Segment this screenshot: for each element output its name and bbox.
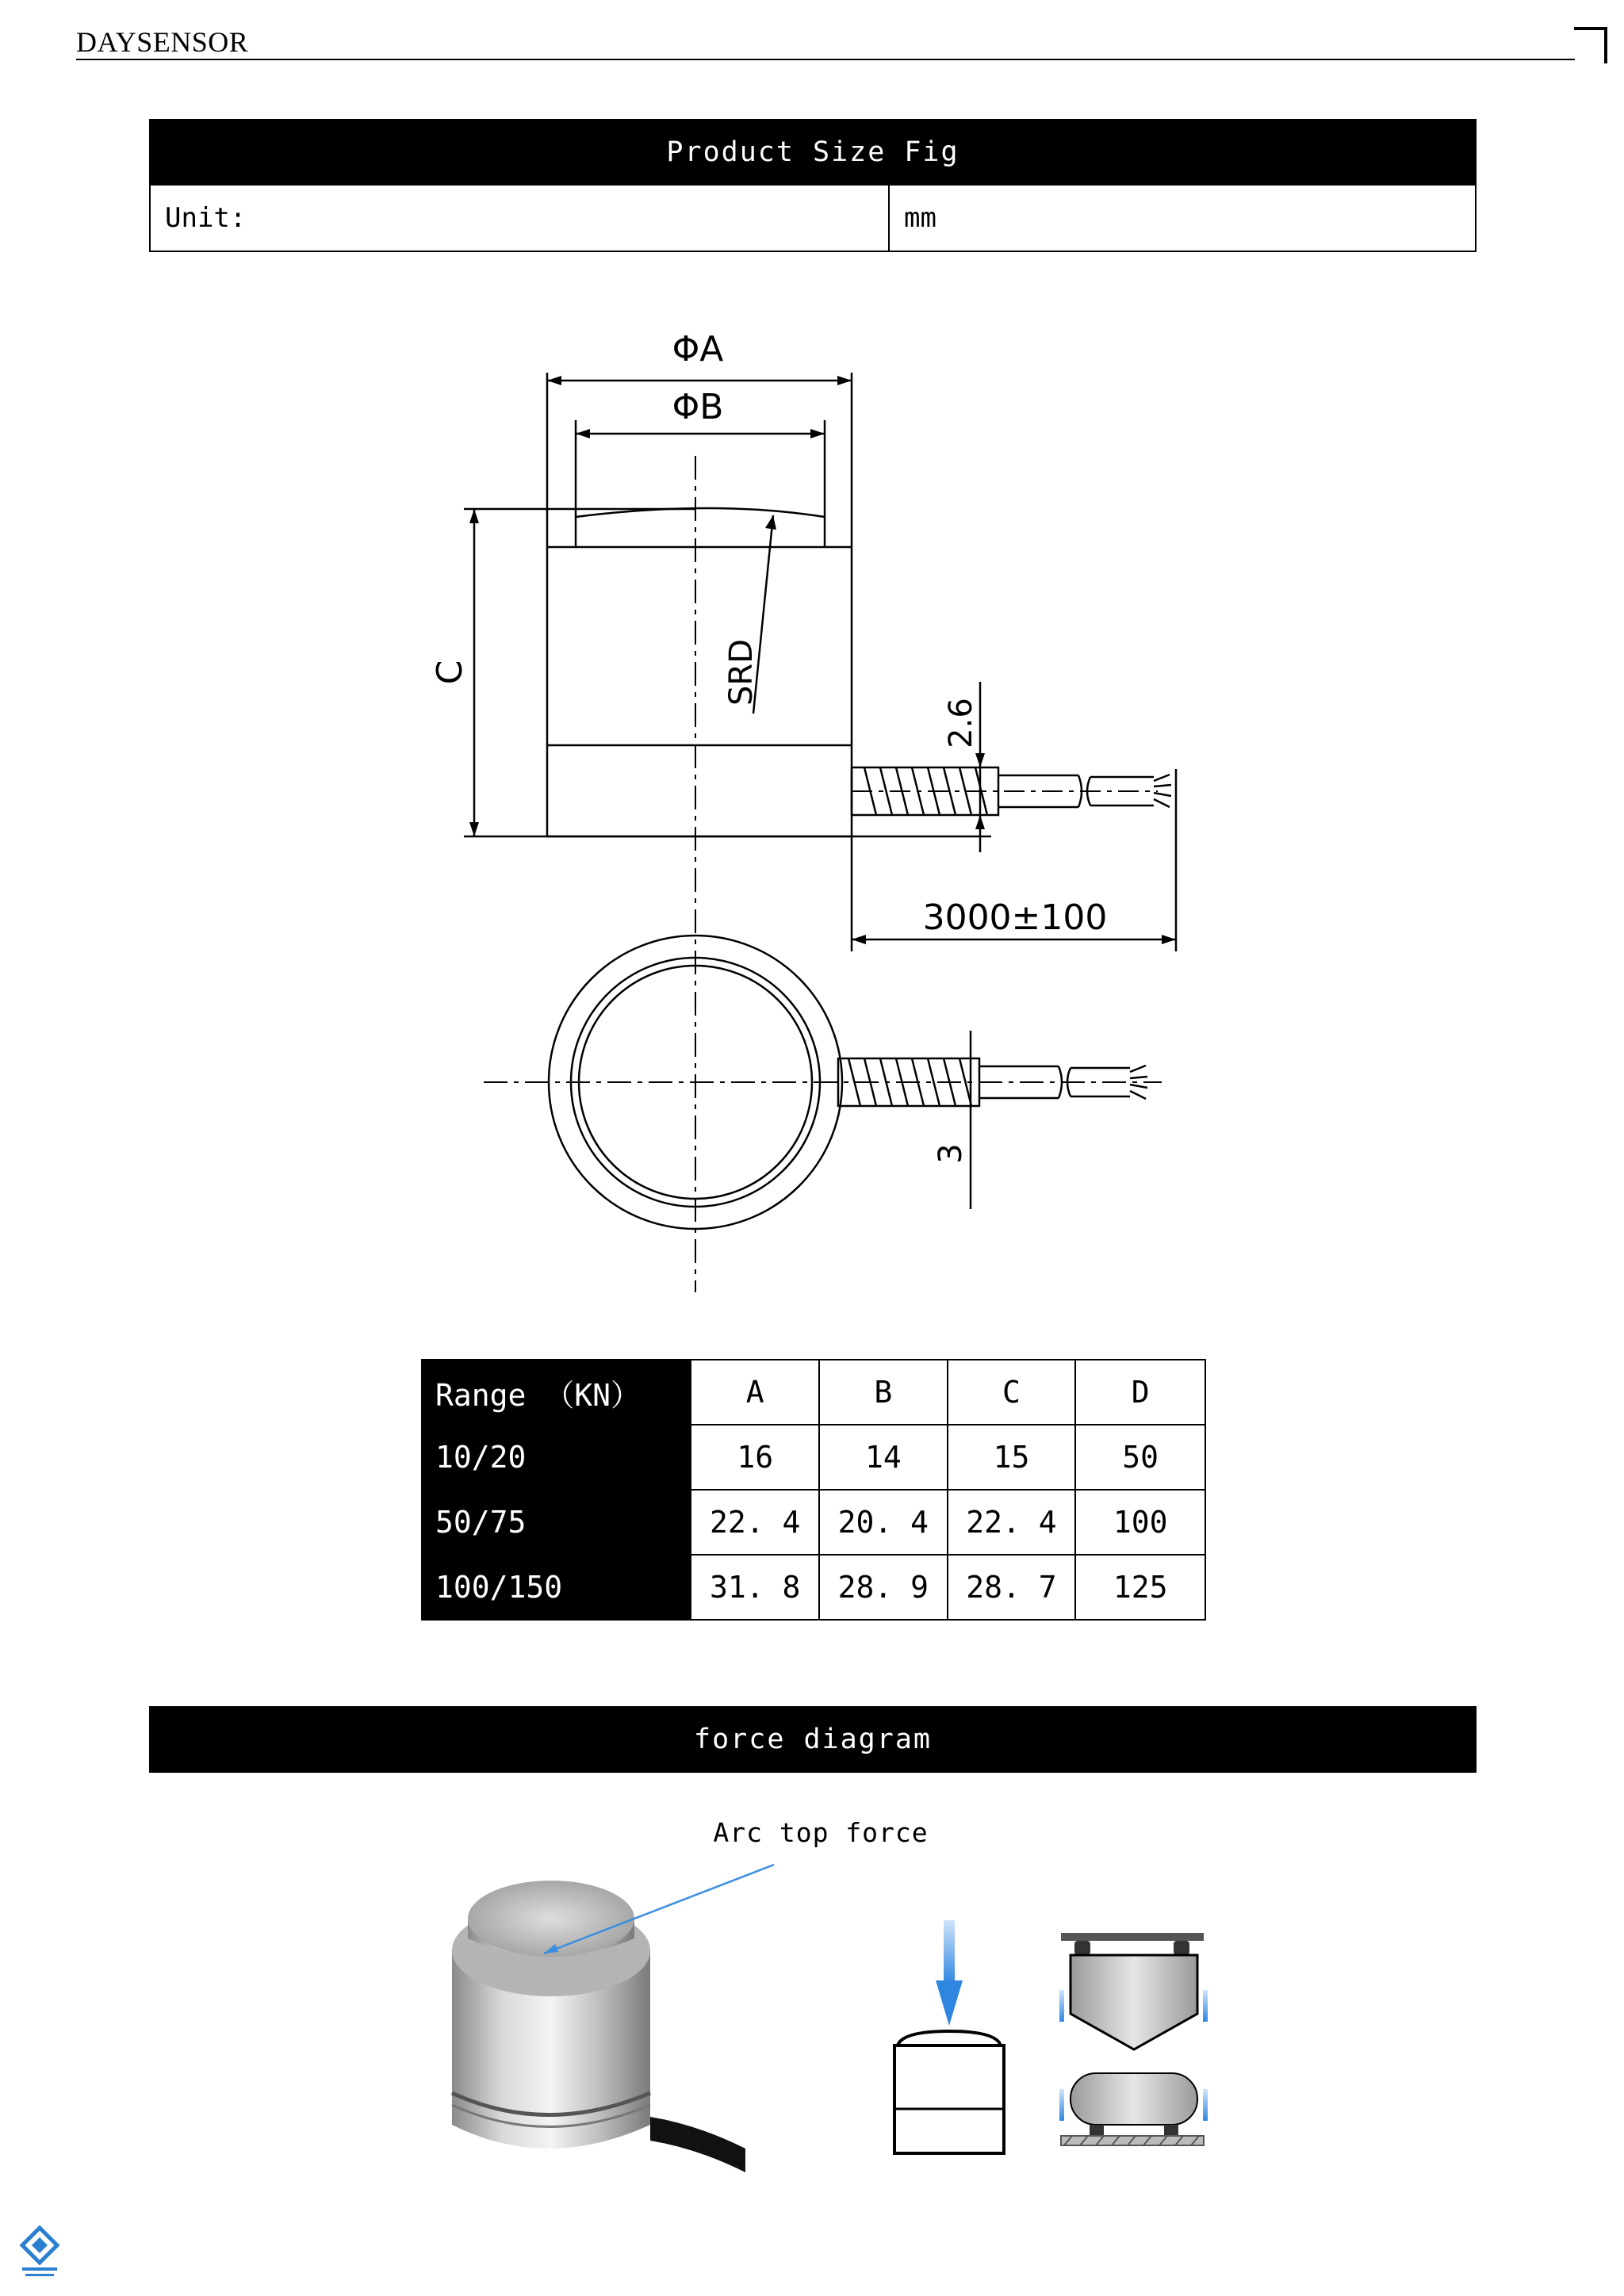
unit-label: Unit:	[151, 186, 890, 251]
table-cell: 14	[819, 1425, 948, 1490]
table-cell: 15	[948, 1425, 1076, 1490]
force-section-title: force diagram	[149, 1706, 1477, 1773]
table-cell: 16	[691, 1425, 819, 1490]
size-section-title: Product Size Fig	[149, 119, 1477, 186]
table-cell: 28. 9	[819, 1555, 948, 1620]
table-cell: 22. 4	[691, 1490, 819, 1555]
table-cell: 20. 4	[819, 1490, 948, 1555]
table-cell: 125	[1075, 1555, 1205, 1620]
label-b: ΦB	[672, 387, 724, 427]
label-a: ΦA	[672, 329, 724, 369]
unit-value: mm	[904, 202, 936, 234]
header-cell: Range （KN）	[422, 1360, 691, 1425]
table-header-row	[422, 1360, 1205, 1425]
table-row	[422, 1555, 1205, 1620]
dimensions-table	[421, 1359, 1206, 1621]
table-cell: 50/75	[422, 1490, 691, 1555]
table-cell: 100/150	[422, 1555, 691, 1620]
brand-name: DAYSENSOR	[76, 26, 249, 58]
dimension-drawing	[412, 309, 1205, 1300]
header-cell: B	[819, 1360, 948, 1425]
table-cell: 31. 8	[691, 1555, 819, 1620]
label-2-6: 2.6	[943, 698, 979, 748]
label-c: C	[430, 660, 470, 685]
header-cell: A	[691, 1360, 819, 1425]
table-row	[422, 1490, 1205, 1555]
label-3: 3	[933, 1143, 969, 1164]
table-cell: 22. 4	[948, 1490, 1076, 1555]
header-rule	[76, 59, 1575, 60]
company-logo-icon	[16, 2225, 63, 2280]
table-cell: 50	[1075, 1425, 1205, 1490]
header-cell: D	[1075, 1360, 1205, 1425]
label-cable-length: 3000±100	[922, 897, 1108, 938]
header-cell: C	[948, 1360, 1076, 1425]
table-row	[422, 1425, 1205, 1490]
table-cell: 10/20	[422, 1425, 691, 1490]
corner-mark	[1574, 27, 1607, 63]
arc-top-force-caption: Arc top force	[713, 1817, 929, 1848]
unit-row	[149, 186, 1477, 252]
label-srd: SRD	[723, 639, 760, 706]
arc-top-force-arrow	[539, 1863, 777, 1958]
table-cell: 28. 7	[948, 1555, 1076, 1620]
force-schematic	[880, 1911, 1229, 2172]
table-cell: 100	[1075, 1490, 1205, 1555]
